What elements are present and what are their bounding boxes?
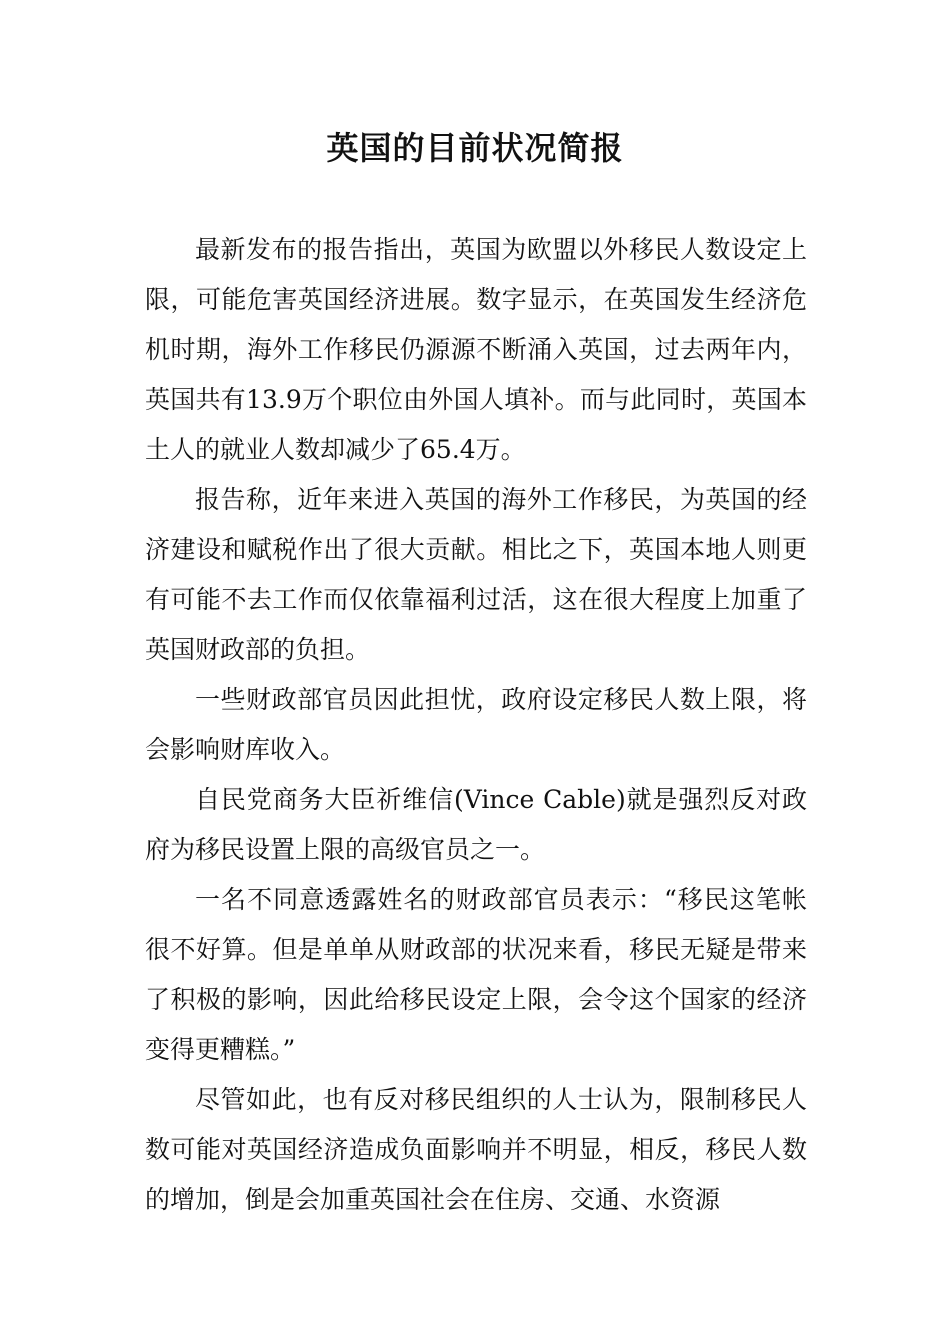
paragraph-6: 尽管如此，也有反对移民组织的人士认为，限制移民人数可能对英国经济造成负面影响并不明显，相反，移民人数的增加，倒是会加重英国社会在住房、交通、水资源 <box>145 1085 807 1214</box>
paragraph-5: 一名不同意透露姓名的财政部官员表示：“移民这笔帐很不好算。但是单单从财政部的状况来看，移民无疑是带来了积极的影响，因此给移民设定上限，会令这个国家的经济变得更糟糕。” <box>145 885 807 1064</box>
paragraph-4: 自民党商务大臣祈维信(Vince Cable)就是强烈反对政府为移民设置上限的高级官员之一。 <box>145 785 807 864</box>
paragraph-3: 一些财政部官员因此担忧，政府设定移民人数上限，将会影响财库收入。 <box>145 685 807 764</box>
document-body <box>145 225 807 1225</box>
document-title: 英国的目前状况简报 <box>326 129 624 167</box>
paragraph-2: 报告称，近年来进入英国的海外工作移民，为英国的经济建设和赋税作出了很大贡献。相比之下，英国本地人则更有可能不去工作而仅依靠福利过活，这在很大程度上加重了英国财政部的负担。 <box>145 485 807 664</box>
paragraph-1: 最新发布的报告指出，英国为欧盟以外移民人数设定上限，可能危害英国经济进展。数字显示，在英国发生经济危机时期，海外工作移民仍源源不断涌入英国，过去两年内，英国共有13.9万个职位由外国人填补。而与此同时，英国本土人的就业人数却减少了65.4万。 <box>145 235 807 464</box>
